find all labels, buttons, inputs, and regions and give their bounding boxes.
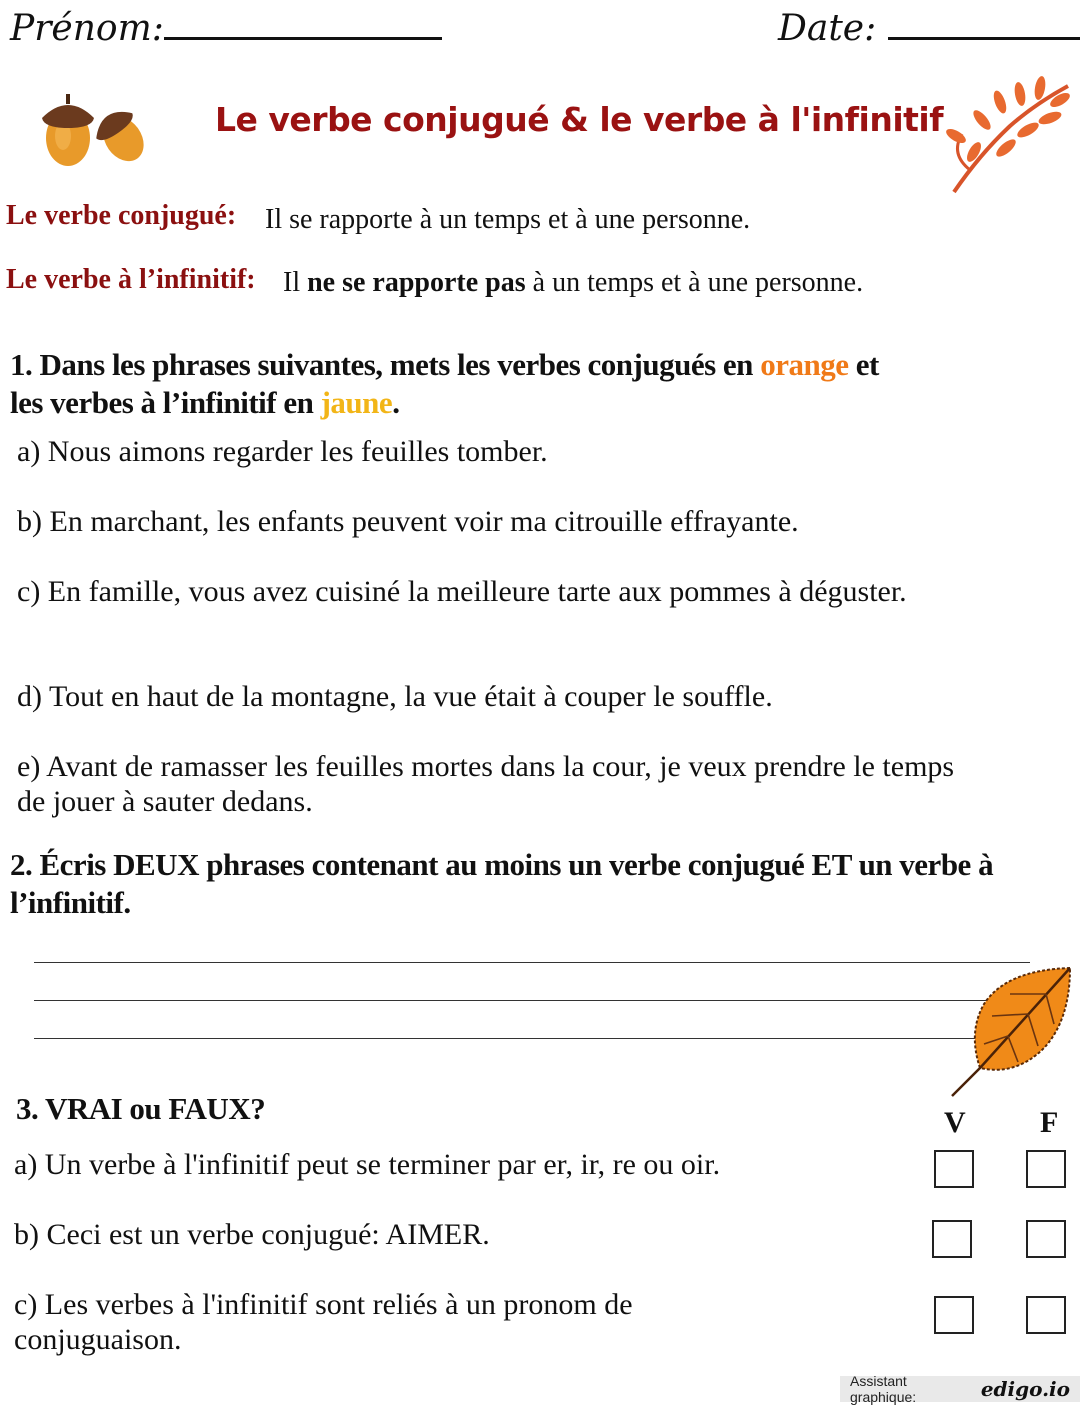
q1-item-e: e) Avant de ramasser les feuilles mortes dans la cour, je veux prendre le temps de jouer à sauter dedans. [17, 750, 955, 818]
footer-credit [840, 1373, 1080, 1405]
q1-heading-line2: les verbes à l’infinitif en [10, 385, 314, 420]
q1-heading [10, 346, 1080, 422]
q1-heading-part1: 1. Dans les phrases suivantes, mets les verbes conjugués en [10, 347, 753, 382]
false-column-label: F [1040, 1106, 1059, 1139]
q3-heading: 3. VRAI ou FAUX? [16, 1091, 266, 1126]
q1-item-c: c) En famille, vous avez cuisiné la meilleure tarte aux pommes à déguster. [17, 575, 907, 608]
q1-heading-part2: et [855, 347, 879, 382]
definition-infinitive-label: Le verbe à l’infinitif: [6, 264, 256, 295]
definition-conjugated-text: Il se rapporte à un temps et à une personne. [265, 204, 751, 235]
date-blank[interactable] [888, 33, 1080, 40]
q3-item-a: a) Un verbe à l'infinitif peut se terminer par er, ir, re ou oir. [14, 1148, 721, 1181]
checkbox-b-true[interactable] [932, 1220, 972, 1258]
name-blank[interactable] [164, 33, 442, 40]
name-field[interactable] [10, 8, 442, 49]
answer-line[interactable] [34, 1000, 1030, 1001]
definition-infinitive-pre: Il [283, 267, 301, 298]
q1-item-a: a) Nous aimons regarder les feuilles tomber. [17, 435, 548, 468]
definition-infinitive-post: à un temps et à une personne. [532, 267, 864, 298]
q2-heading: 2. Écris DEUX phrases contenant au moins un verbe conjugué ET un verbe à l’infinitif. [10, 847, 994, 920]
checkbox-a-true[interactable] [934, 1150, 974, 1188]
q1-orange-word: orange [760, 347, 849, 382]
date-field[interactable] [778, 8, 1080, 49]
page-title: Le verbe conjugué & le verbe à l'infinitif [215, 100, 944, 139]
answer-line[interactable] [34, 1038, 1030, 1039]
q3-item-c: c) Les verbes à l'infinitif sont reliés à un pronom de conjuguaison. [14, 1288, 633, 1356]
true-column-label: V [944, 1106, 966, 1139]
leafy-branch-icon [940, 74, 1080, 196]
q1-item-d: d) Tout en haut de la montagne, la vue était à couper le souffle. [17, 680, 773, 713]
autumn-leaf-icon [946, 964, 1076, 1100]
q1-yellow-word: jaune [320, 385, 393, 420]
checkbox-c-true[interactable] [934, 1296, 974, 1334]
q1-item-b: b) En marchant, les enfants peuvent voir ma citrouille effrayante. [17, 505, 799, 538]
definition-infinitive-text [283, 266, 903, 299]
definition-infinitive-bold: ne se rapporte pas [307, 267, 526, 298]
q3-item-b: b) Ceci est un verbe conjugué: AIMER. [14, 1218, 490, 1251]
checkbox-b-false[interactable] [1026, 1220, 1066, 1258]
answer-line[interactable] [34, 962, 1030, 963]
name-label: Prénom: [10, 8, 164, 49]
checkbox-c-false[interactable] [1026, 1296, 1066, 1334]
date-label: Date: [778, 8, 877, 49]
footer-label: Assistant graphique: [850, 1373, 917, 1405]
q1-heading-end: . [392, 385, 400, 420]
acorns-icon [20, 88, 150, 172]
checkbox-a-false[interactable] [1026, 1150, 1066, 1188]
definition-conjugated-label: Le verbe conjugué: [6, 200, 237, 231]
footer-brand: edigo.io [980, 1377, 1070, 1401]
